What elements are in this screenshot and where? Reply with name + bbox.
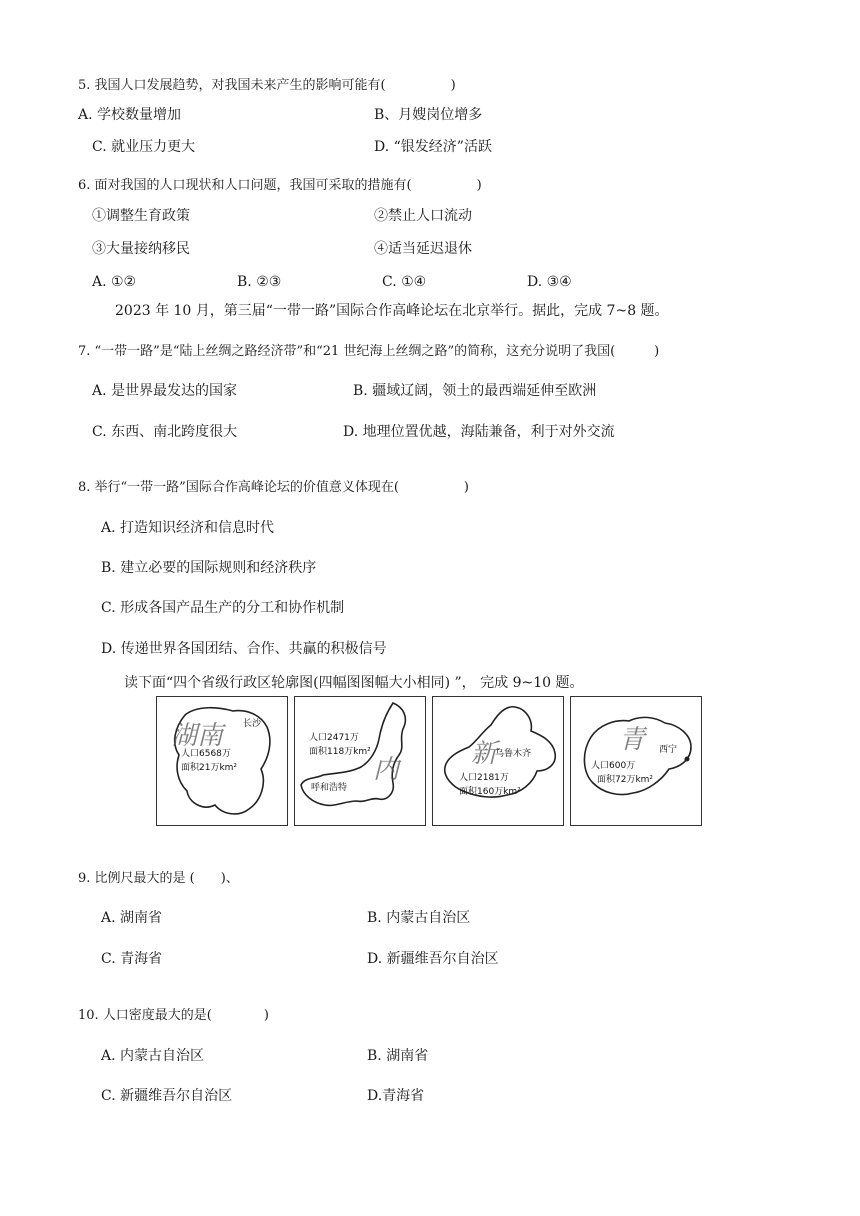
hand-label-hunan: 湖南: [171, 721, 224, 751]
inner-mongolia-outline: [295, 697, 427, 827]
question-5-stem: 5. 我国人口发展趋势，对我国未来产生的影响可能有( ): [78, 78, 456, 93]
area-xinjiang: 面积160万km²: [459, 787, 521, 797]
question-5-option-a: A. 学校数量增加: [78, 107, 182, 123]
xining-dot: [685, 757, 690, 762]
map-panel-xinjiang: [432, 696, 564, 826]
area-inner-mongolia: 面积118万km²: [309, 747, 371, 757]
question-10-option-c: C. 新疆维吾尔自治区: [101, 1088, 233, 1104]
province-outline-maps: [156, 696, 704, 828]
intro-9-10: 读下面“四个省级行政区轮廓图(四幅图图幅大小相同) ”， 完成 9~10 题。: [124, 675, 584, 691]
intro-7-8: 2023 年 10 月，第三届“一带一路”国际合作高峰论坛在北京举行。据此，完成 7~8 题。: [115, 303, 669, 319]
question-7-stem: 7. “一带一路”是“陆上丝绸之路经济带”和“21 世纪海上丝绸之路”的简称，这充分说明了我国( ): [78, 344, 660, 359]
question-9-option-d: D. 新疆维吾尔自治区: [367, 951, 499, 967]
hand-label-inner-mongolia: 内: [373, 755, 400, 785]
question-8-option-b: B. 建立必要的国际规则和经济秩序: [101, 560, 317, 576]
question-10-option-a: A. 内蒙古自治区: [101, 1048, 205, 1064]
population-hunan: 人口6568万: [181, 749, 231, 759]
capital-urumqi: 乌鲁木齐: [495, 749, 532, 759]
area-qinghai: 面积72万km²: [597, 775, 654, 785]
question-6-item-1: ①调整生育政策: [92, 208, 190, 224]
question-7-option-c: C. 东西、南北跨度很大: [92, 424, 238, 440]
question-6-item-4: ④适当延迟退休: [374, 241, 472, 257]
question-10-option-d: D.青海省: [367, 1088, 425, 1104]
population-xinjiang: 人口2181万: [459, 773, 509, 783]
question-8-option-a: A. 打造知识经济和信息时代: [101, 520, 275, 536]
question-6-item-3: ③大量接纳移民: [92, 241, 190, 257]
question-10-stem: 10. 人口密度最大的是( ): [78, 1008, 269, 1023]
capital-xining: 西宁: [659, 745, 678, 755]
question-6-stem: 6. 面对我国的人口现状和人口问题，我国可采取的措施有( ): [78, 178, 482, 193]
question-9-stem: 9. 比例尺最大的是 ( )、: [78, 871, 239, 886]
capital-changsha: 长沙: [243, 719, 262, 729]
question-6-option-d: D. ③④: [527, 274, 572, 290]
map-panel-inner-mongolia: [294, 696, 426, 826]
question-7-option-a: A. 是世界最发达的国家: [92, 383, 238, 399]
question-5-option-c: C. 就业压力更大: [92, 139, 196, 155]
area-hunan: 面积21万km²: [181, 763, 238, 773]
question-6-item-2: ②禁止人口流动: [374, 208, 472, 224]
question-8-option-d: D. 传递世界各国团结、合作、共赢的积极信号: [101, 641, 387, 657]
hand-label-qinghai: 青: [619, 725, 646, 755]
question-9-option-a: A. 湖南省: [101, 910, 163, 926]
question-5-option-d: D. “银发经济”活跃: [374, 139, 492, 155]
hand-label-xinjiang: 新: [471, 739, 498, 769]
question-6-option-c: C. ①④: [382, 274, 427, 290]
question-8-stem: 8. 举行“一带一路”国际合作高峰论坛的价值意义体现在( ): [78, 480, 469, 495]
question-9-option-b: B. 内蒙古自治区: [367, 910, 471, 926]
question-6-option-a: A. ①②: [92, 274, 137, 290]
map-panel-qinghai: [570, 696, 702, 826]
capital-hohhot: 呼和浩特: [311, 783, 348, 793]
question-7-option-d: D. 地理位置优越，海陆兼备，利于对外交流: [343, 424, 615, 440]
question-7-option-b: B. 疆域辽阔，领土的最西端延伸至欧洲: [353, 383, 597, 399]
population-inner-mongolia: 人口2471万: [309, 733, 359, 743]
question-10-option-b: B. 湖南省: [367, 1048, 429, 1064]
question-6-option-b: B. ②③: [237, 274, 282, 290]
xinjiang-outline: [433, 697, 565, 827]
question-8-option-c: C. 形成各国产品生产的分工和协作机制: [101, 600, 345, 616]
question-9-option-c: C. 青海省: [101, 951, 163, 967]
population-qinghai: 人口600万: [591, 761, 636, 771]
question-5-option-b: B、月嫂岗位增多: [374, 107, 483, 123]
map-panel-hunan: [156, 696, 288, 826]
